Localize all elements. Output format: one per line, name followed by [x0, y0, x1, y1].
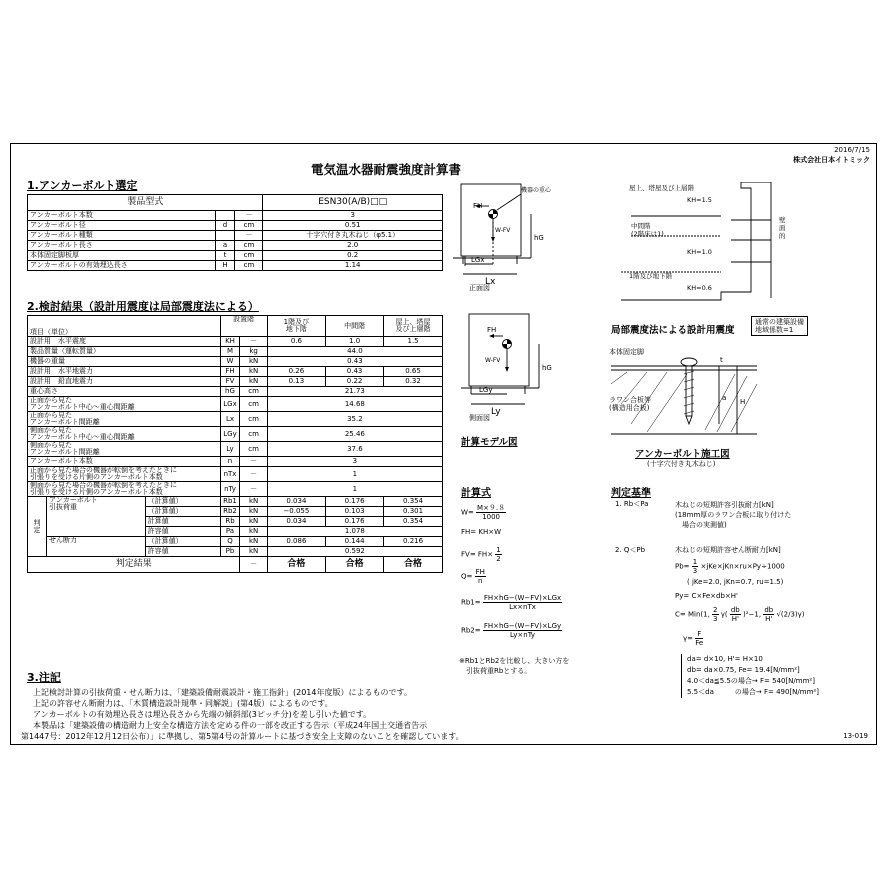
judge-value: 0.301	[384, 507, 443, 517]
result-row	[28, 427, 443, 442]
row-value: 0.65	[384, 367, 443, 377]
row-value: 0.6	[267, 337, 325, 347]
result-table	[27, 315, 443, 573]
hg2-label: hG	[542, 364, 552, 372]
wall-label: 壁面的	[779, 216, 786, 240]
l2-label: Ly	[491, 407, 501, 417]
seismic-title: 局部震度法による設計用震度	[611, 325, 735, 336]
row-sym: W	[220, 357, 240, 367]
row-name: 側面から見た アンカーボルト中心～重心間距離	[28, 427, 221, 442]
judge-unit: kN	[240, 517, 267, 527]
formula-q: Q= $\frac{FH}{n}$	[461, 568, 485, 585]
roof-label: 屋上、塔屋及び上層階	[629, 184, 694, 192]
spec-value: 0.51	[263, 221, 443, 231]
row-name: 側面から見た場合の機器が転倒を考えたときに 引張りを受ける片側のアンカーボルト本数	[28, 482, 221, 497]
row-value: 44.0	[267, 347, 442, 357]
row-value: 0.32	[384, 377, 443, 387]
row-sym: FH	[220, 367, 240, 377]
result-pass: 合格	[384, 557, 443, 573]
spec-row	[28, 261, 443, 271]
result-pass: 合格	[267, 557, 325, 573]
base-label: 本体固定脚	[609, 348, 644, 356]
row-name: 重心高さ	[28, 387, 221, 397]
row-sym: nTx	[220, 467, 240, 482]
spec-value: 2.0	[263, 241, 443, 251]
row-sym: n	[220, 457, 240, 467]
pb-params: ( jKe=2.0, jKn=0.7, ru=1.5)	[687, 578, 784, 586]
formula-w: W= $\frac{M\times 9.8}{1000}$	[461, 504, 506, 521]
judge-value: 0.592	[267, 547, 442, 557]
judge-sym: Pb	[220, 547, 240, 557]
mid-label: 中間階(2階床は1)	[631, 222, 664, 238]
judge-value: 0.354	[384, 497, 443, 507]
row-value: 21.73	[267, 387, 442, 397]
condition-line: da= d×10, H'= H×10	[687, 655, 763, 663]
side-caption: 側面図	[469, 414, 490, 422]
fh2-label: FH	[487, 326, 497, 334]
row-sym: LGy	[220, 427, 240, 442]
header-row	[28, 316, 443, 337]
row-value: 0.43	[267, 357, 442, 367]
screw-head-icon	[681, 358, 697, 366]
judge-type: 計算値	[145, 517, 220, 527]
side-body	[469, 314, 529, 386]
row-value: 0.13	[267, 377, 325, 387]
spec-name: アンカーボルト長さ	[28, 241, 216, 251]
section3-heading: 3.注記	[27, 671, 61, 684]
condition-line: 4.0＜da≦5.5の場合→ F= 540[N/mm²]	[687, 677, 815, 685]
spec-row	[28, 221, 443, 231]
spec-sym: a	[215, 241, 235, 251]
spec-value: 1.14	[263, 261, 443, 271]
page-title: 電気温水器耐震強度計算書	[311, 162, 462, 177]
spec-value: 0.2	[263, 251, 443, 261]
judge-unit: kN	[240, 497, 267, 507]
page-code: 13-019	[843, 732, 868, 740]
judge-type: （計算値）	[145, 537, 220, 547]
front-body	[461, 184, 521, 256]
note-line: 上記検討計算の引抜荷重・せん断力は、「建築設備耐震設計・施工指針」(2014年度版）によるものです。	[33, 688, 412, 697]
spec-row	[28, 251, 443, 261]
mid-k: KH=1.0	[687, 248, 712, 256]
calculation-sheet	[10, 143, 877, 745]
formula-rb1: Rb1= $\frac{\text{FH×hG−(W−FV)×LGx}}{\text{Lx×nTx}}$	[461, 594, 562, 611]
result-row	[28, 377, 443, 387]
row-name: 設計用 鉛直地震力	[28, 377, 221, 387]
judge-sym: Rb	[220, 517, 240, 527]
cg-label: 機器の重心	[521, 187, 552, 194]
spec-unit: cm	[235, 261, 263, 271]
row-unit: cm	[240, 412, 267, 427]
judge-value: 1.078	[267, 527, 442, 537]
roof-k: KH=1.5	[687, 196, 712, 204]
row-sym: M	[220, 347, 240, 357]
lg2-label: LGy	[479, 386, 493, 394]
judge-sym: Rb2	[220, 507, 240, 517]
result-row	[28, 387, 443, 397]
judge-value: 0.034	[267, 517, 325, 527]
row-name: 正面から見た場合の機器が転倒を考えたときに 引張りを受ける片側のアンカーボルト本数	[28, 467, 221, 482]
row-unit: －	[240, 457, 267, 467]
note-line: アンカーボルトの有効埋込長さは埋込長さから先端の傾斜部(3ピッチ分)を差し引いた値です。	[33, 710, 372, 719]
result-pass: 合格	[326, 557, 384, 573]
row-unit: kN	[240, 357, 267, 367]
wfv-label: W-FV	[495, 227, 511, 234]
judge-group: せん断力	[47, 537, 146, 557]
judge-row	[28, 537, 443, 547]
date: 2016/7/15	[834, 146, 870, 154]
row-sym: Ly	[220, 442, 240, 457]
row-name: 正面から見た アンカーボルト中心～重心間距離	[28, 397, 221, 412]
judge-unit: kN	[240, 547, 267, 557]
spec-name: アンカーボルトの有効埋込長さ	[28, 261, 216, 271]
row-unit: cm	[240, 397, 267, 412]
spec-row	[28, 231, 443, 241]
spec-unit: cm	[235, 251, 263, 261]
formula-note: ※Rb1とRb2を比較し、大きい方を 引抜荷重Rbとする。	[459, 657, 570, 675]
spec-sym	[215, 231, 235, 241]
row-value: 3	[267, 457, 442, 467]
row-sym: hG	[220, 387, 240, 397]
judge-unit: kN	[240, 507, 267, 517]
install-diagram	[607, 344, 767, 444]
spec-unit: －	[235, 231, 263, 241]
formula-gamma: γ= $\frac{F}{Fe}$	[683, 630, 704, 647]
side-view-diagram	[451, 312, 571, 422]
condition-line: 5.5＜da の場合→ F= 490[N/mm²]	[687, 688, 819, 696]
spec-row	[28, 211, 443, 221]
judge-unit: kN	[240, 537, 267, 547]
judge-value: 0.086	[267, 537, 325, 547]
spec-name: 本体固定脚板厚	[28, 251, 216, 261]
judge-sym: Q	[220, 537, 240, 547]
front-caption: 正面図	[469, 284, 490, 292]
install-subtitle: (十字穴付き丸木ねじ)	[647, 460, 716, 468]
formula-pb: Pb= $\frac{1}{3}$ ×jKe×jKn×ru×Py÷1000	[675, 558, 785, 575]
row-value: 0.43	[326, 367, 384, 377]
row-value: 0.22	[326, 377, 384, 387]
judge-sym: Rb1	[220, 497, 240, 507]
row-unit: cm	[240, 387, 267, 397]
spec-sym: H	[215, 261, 235, 271]
board-label: ラワン合板等 (構造用合板)	[609, 396, 651, 412]
h-label: H	[740, 398, 746, 406]
anchor-bolt-table	[27, 194, 443, 271]
item-label: 項目（単位）	[28, 316, 221, 337]
hg-label: hG	[534, 234, 544, 242]
judge-unit: kN	[240, 527, 267, 537]
judge-type: （計算値）	[145, 507, 220, 517]
row-unit: －	[240, 337, 267, 347]
floor-header: 屋上、塔屋 及び上層階	[384, 316, 443, 337]
lg-label: LGx	[471, 256, 485, 264]
criteria1-text: 木ねじの短期許容引抜耐力[kN] (18mm厚のラワン合板に取り付けた 場合の実測値)	[675, 501, 792, 529]
formula-fv: FV= FH× $\frac{1}{2}$	[461, 546, 501, 563]
result-row	[28, 347, 443, 357]
spec-name: アンカーボルト種類	[28, 231, 216, 241]
result-label: 判定結果	[28, 557, 240, 573]
notes	[21, 687, 464, 742]
judge-type: 許容値	[145, 547, 220, 557]
model-caption: 計算モデル図	[461, 437, 518, 448]
result-row	[28, 457, 443, 467]
spec-row	[28, 241, 443, 251]
model-row	[28, 195, 443, 211]
final-result-row	[28, 557, 443, 573]
result-dash: －	[240, 557, 267, 573]
formula-fh: FH= KH×W	[461, 528, 502, 536]
judge-value: 0.103	[326, 507, 384, 517]
ground-k: KH=0.6	[687, 284, 712, 292]
spec-value: 3	[263, 211, 443, 221]
row-sym: LGx	[220, 397, 240, 412]
spec-sym: t	[215, 251, 235, 261]
formula-c: C= Min(1, $\frac{2}{3}$ γ( $\frac{db}{H'}$ )²−1, $\frac{db}{H'}$ √(2/3)γ)	[675, 606, 805, 623]
row-name: 設計用 水平地震力	[28, 367, 221, 377]
conditions	[681, 654, 819, 698]
spec-name: アンカーボルト径	[28, 221, 216, 231]
row-value: 37.6	[267, 442, 442, 457]
row-unit: －	[240, 467, 267, 482]
judge-value: −0.055	[267, 507, 325, 517]
row-name: アンカーボルト本数	[28, 457, 221, 467]
screw-body	[686, 366, 692, 416]
row-name: 正面から見た アンカーボルト間距離	[28, 412, 221, 427]
criteria-heading: 判定基準	[611, 488, 651, 499]
row-unit: cm	[240, 442, 267, 457]
install-title: アンカーボルト施工図	[635, 449, 730, 460]
judge-type: 許容値	[145, 527, 220, 537]
result-row	[28, 397, 443, 412]
judge-row	[28, 497, 443, 507]
fh-label: FH	[473, 202, 483, 210]
t-label: t	[720, 356, 723, 364]
section1-heading: 1.アンカーボルト選定	[27, 179, 138, 192]
l-label: Lx	[485, 277, 496, 287]
judge-value: 0.216	[384, 537, 443, 547]
result-row	[28, 357, 443, 367]
row-sym: Lx	[220, 412, 240, 427]
row-unit: kN	[240, 377, 267, 387]
floor-header: 中間階	[326, 316, 384, 337]
result-row	[28, 467, 443, 482]
row-sym: FV	[220, 377, 240, 387]
result-row	[28, 367, 443, 377]
judge-type: （計算値）	[145, 497, 220, 507]
front-view-diagram	[451, 182, 571, 292]
judge-value: 0.034	[267, 497, 325, 507]
ground-label: 1階及び地下階	[629, 272, 673, 280]
judge-value: 0.144	[326, 537, 384, 547]
row-name: 設計用 水平震度	[28, 337, 221, 347]
model-label: 製品型式	[28, 195, 263, 211]
note-line: 第1447号：2012年12月12日公布）」に準拠し、第5第4号の計算ルートに基づき安全上支障のないことを確認しています。	[21, 732, 464, 741]
wfv2-label: W-FV	[485, 357, 501, 364]
building-diagram	[621, 182, 861, 302]
row-sym: KH	[220, 337, 240, 347]
row-value: 1	[267, 482, 442, 497]
spec-unit: cm	[235, 241, 263, 251]
row-value: 1.0	[326, 337, 384, 347]
result-row	[28, 442, 443, 457]
row-name: 製品質量（運転質量）	[28, 347, 221, 357]
row-value: 1	[267, 467, 442, 482]
spec-unit: cm	[235, 221, 263, 231]
formula-py: Py= C×Fe×db×H'	[675, 592, 738, 600]
judge-side-label: 判 定	[28, 497, 47, 557]
note-line: 上記の許容せん断耐力は、「木質構造設計規準・同解説」(第4版）によるものです。	[33, 699, 333, 708]
criteria2-text: 木ねじの短期許容せん断耐力[kN]	[675, 546, 781, 554]
judge-value: 0.176	[326, 497, 384, 507]
company-name: 株式会社日本イトミック	[793, 156, 870, 164]
seismic-note: 通常の建築設備 地域係数=1	[751, 316, 808, 336]
row-value: 1.5	[384, 337, 443, 347]
spec-sym: d	[215, 221, 235, 231]
judge-value: 0.176	[326, 517, 384, 527]
row-unit: kN	[240, 367, 267, 377]
result-row	[28, 412, 443, 427]
judge-group: アンカーボルト 引抜荷重	[47, 497, 146, 537]
spec-value: 十字穴付き丸木ねじ（φ5.1）	[263, 231, 443, 241]
spec-unit: －	[235, 211, 263, 221]
floor-label: 設置階	[220, 316, 267, 337]
row-value: 0.26	[267, 367, 325, 377]
note-line: 本製品は「建築設備の構造耐力上安全な構造方法を定める件の一部を改正する告示（平成24年国土交通省告示	[33, 721, 428, 730]
judge-sym: Pa	[220, 527, 240, 537]
row-value: 35.2	[267, 412, 442, 427]
criteria2-label: 2. Q＜Pb	[615, 546, 646, 554]
formulas-heading: 計算式	[461, 488, 491, 499]
section2-heading: 2.検討結果（設計用震度は局部震度法による）	[27, 300, 259, 313]
spec-sym	[215, 211, 235, 221]
row-unit: －	[240, 482, 267, 497]
row-value: 14.68	[267, 397, 442, 412]
judge-value: 0.354	[384, 517, 443, 527]
floor-header: 1階及び 地下階	[267, 316, 325, 337]
model-value: ESN30(A/B)□□	[263, 195, 443, 211]
spec-name: アンカーボルト本数	[28, 211, 216, 221]
formula-rb2: Rb2= $\frac{\text{FH×hG−(W−FV)×LGy}}{\text{Ly×nTy}}$	[461, 622, 562, 639]
criteria1-label: 1. Rb＜Pa	[615, 500, 649, 508]
row-name: 側面から見た アンカーボルト間距離	[28, 442, 221, 457]
row-name: 機器の重量	[28, 357, 221, 367]
result-row	[28, 482, 443, 497]
condition-line: db= da×0.75, Fe= 19.4[N/mm²]	[687, 666, 800, 674]
row-unit: cm	[240, 427, 267, 442]
row-value: 25.46	[267, 427, 442, 442]
row-unit: kg	[240, 347, 267, 357]
a-label: a	[722, 394, 727, 402]
row-sym: nTy	[220, 482, 240, 497]
result-row	[28, 337, 443, 347]
